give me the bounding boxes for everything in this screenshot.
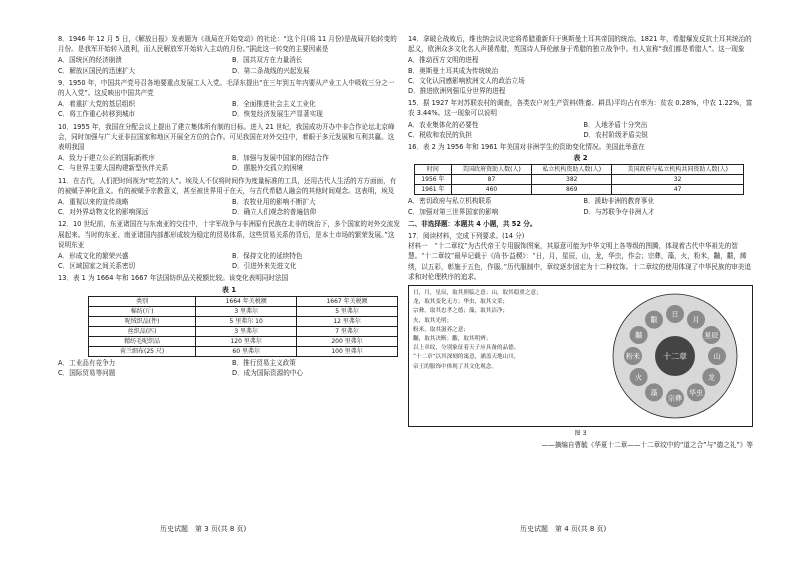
table-cell: 869 — [532, 185, 612, 195]
option: B．国共双方在力量消长 — [232, 56, 303, 65]
table-cell: 3 里弗尔 — [196, 326, 297, 336]
table-cell: 47 — [612, 185, 744, 195]
table-row — [89, 306, 398, 316]
table-cell: 7 里弗尔 — [297, 326, 398, 336]
table-cell: 5 里弗尔 — [297, 306, 398, 316]
question-stem: 15．据 1927 年对苏联农村的调查，各类农户对生产资料(牲畜、耕具)平均占有率为：贫农 0.28%，中农 1.22%，富农 3.44%。这一现象可以说明 — [408, 99, 753, 118]
question-9 — [58, 78, 400, 120]
page-footer-right: 历史试题 第 4 页(共 8 页) — [520, 525, 607, 533]
table-row — [89, 346, 398, 356]
table-row — [89, 336, 398, 346]
material-text: 材料一 “十二章纹”为古代帝王专用服饰图案，其原意可能为中华文明上各等级的图腾，体现着古代中华祖先的智慧。“十二章纹”最早记载于《尚书·益稷》：“日，月，星辰，山，龙，华虫，作会；宗彝，藻，火，粉米，黼，黻，絺绣，以五彩，彰施于五色，作服。”历代服制中，章纹逐步固定为十二种纹饰。十二章纹的使用体现了中华民族的审美追求和对伦理秩序的追求。 — [408, 242, 751, 281]
question-15 — [408, 98, 753, 140]
table-header-cell: 美国政府资助人数(人) — [451, 165, 531, 175]
figure-caption: 图 3 — [574, 430, 587, 438]
emblem-label: 龙 — [707, 373, 715, 382]
figure-line: 火，取其光明； — [413, 317, 453, 324]
option: A．国统区的经济崩溃 — [58, 56, 122, 65]
table-cell: 荷兰细布(25 尺) — [89, 346, 196, 356]
question-stem: 12．10 世纪前，东亚诸国在与东南亚的交往中，十字军战争与非洲原有民族在北非的统治下，多个国家的对外交流发展起来。当时的东亚、南亚诸国内部都形成较为稳定的贸易体系，这些贸易关系的背后，是本土市场的繁荣发展。”这说明东亚 — [58, 220, 400, 249]
table-header-cell: 类别 — [89, 296, 196, 306]
option: D．第二条战线的兴起发展 — [232, 66, 310, 75]
question-stem: 9．1950 年，中国共产党号召各地要重点发展工人入党。毛泽东提出“在三年到五年内要从产业工人中吸收三分之一的人入党”。这反映出中国共产党 — [58, 78, 395, 98]
figure-line: 黼，取其决断；黻，取其明辨； — [413, 336, 492, 343]
tariff-table — [88, 296, 398, 357]
table-cell: 精纺毛呢织品 — [89, 336, 196, 346]
emblem-label: 宗彝 — [668, 394, 682, 403]
option: D．引进外来先进文化 — [232, 262, 297, 271]
question-11 — [58, 176, 400, 218]
emblem-label: 黼 — [635, 331, 643, 340]
table-row — [415, 175, 744, 185]
emblem-label: 山 — [713, 352, 721, 361]
option: B．人地矛盾十分突出 — [583, 120, 648, 129]
question-stem: 10．1955 年，我国在分配会议上提出了建立集体所有制的目标。进入 21 世纪，我国成功开办中非合作论坛北京峰会，同时加强与广大亚非拉国家和地区开展全方位的合作。可见我国在对外交往中，着眼于多元发展和互利共赢。这表明我国 — [58, 122, 395, 152]
option: A．工业品有竞争力 — [58, 358, 116, 367]
section-heading: 二、非选择题：本题共 4 小题，共 52 分。 — [408, 219, 537, 228]
table-header-row — [89, 296, 398, 306]
question-10 — [58, 122, 400, 174]
table-row — [89, 326, 398, 336]
figure-3 — [408, 285, 753, 427]
source-citation: ——摘编自曹毓《华夏十二章——十二章纹中的“道之合”与“德之礼”》等 — [541, 441, 753, 450]
option: C．与世界主要大国构建新型伙伴关系 — [58, 164, 169, 173]
question-stem: 14．拿破仑战败后，维也纳会议决定将希腊重新归于奥斯曼土耳其帝国的统治。1821 年，希腊爆发反抗土耳其统治的起义，欧洲众多文化名人声援希腊，英国诗人拜伦献身于希腊的独立战争中。有人宣称“我们都是希腊人”。这一现象 — [408, 35, 752, 54]
emblem-label: 火 — [635, 373, 643, 382]
question-stem: 16．表 2 为 1956 年和 1961 年美国对非洲学生的资助变化情况。美国此举意在 — [408, 143, 645, 152]
table-cell: 1956 年 — [415, 175, 452, 185]
option: A．密切政府与私立机构联系 — [408, 197, 492, 206]
table-header-cell: 私立机构资助人数(人) — [532, 165, 612, 175]
question-stem: 8．1946 年 12 月 5 日，《解放日报》发表题为《战局在开始变动》的社论：“这个月(将 11 月份)是战局开始转变的月份。是我军开始转入胜利，而人民解放军开始转入主动的月份。”据此这一转变的主要因素是 — [58, 35, 397, 54]
student-aid-table — [414, 164, 744, 195]
figure-line: 宗彝，取其忠孝之德；藻，取其洁净； — [413, 308, 509, 315]
option: C．区域国家之间关系密切 — [58, 262, 136, 271]
table-header-cell: 时间 — [415, 165, 452, 175]
table-title: 表 1 — [221, 285, 237, 294]
question-12 — [58, 219, 400, 271]
table-cell: 460 — [451, 185, 531, 195]
question-stem: 11．在古代，人们把时间视为“吃苦的人”。埃及人不仅将时间作为度量标准的工具，还用古代人生活的方方面面，有的被赋予神化意义。有的被赋予宗教意义，甚至被世界用于在天，与古代希腊人融会的其他时间观念。这表明，埃及 — [58, 176, 397, 195]
question-stem: 13．表 1 为 1664 年和 1667 年法国纺织品关税额比较。该变化表明同时法国 — [58, 274, 289, 283]
table-cell: 32 — [612, 175, 744, 185]
table-cell: 200 里弗尔 — [297, 336, 398, 346]
option: B．全面推进社会主义工业化 — [232, 100, 316, 109]
figure-line: 以上章纹，分别象征着天子应具备的品德。 — [413, 345, 520, 352]
table-cell: 3 里弗尔 — [196, 306, 297, 316]
option: C．解放区国民的迅速扩大 — [58, 66, 136, 75]
option: B．援助非洲的教育事业 — [583, 197, 654, 206]
figure-line: 龙，取其变化无方；华虫，取其文采； — [413, 299, 509, 306]
option: A．推动西方文明的进程 — [408, 56, 479, 65]
table-cell: 60 里弗尔 — [196, 346, 297, 356]
figure-line: 粉米，取其滋养之意； — [413, 326, 469, 333]
table-cell: 5 里弗尔 10 — [196, 316, 297, 326]
table-row — [415, 185, 744, 195]
left-page — [58, 34, 400, 380]
option: D．成为国际资源的中心 — [232, 369, 304, 378]
option: D．确立人们观念的普遍信仰 — [232, 208, 317, 217]
option: B．农牧业用的影响不断扩大 — [232, 198, 316, 207]
option: D．与苏联争夺非洲人才 — [583, 207, 655, 216]
figure-line: “十二章”以其深刻的寓意，涵盖天地山川， — [413, 354, 520, 361]
option: C．加强对第三世界国家的影响 — [408, 207, 499, 216]
option: B．奥斯曼土耳其成为传统统治 — [408, 66, 499, 75]
emblem-label: 华虫 — [689, 388, 703, 397]
twelve-emblems-image — [605, 292, 745, 420]
table-cell: 丝织品(匹) — [89, 326, 196, 336]
table-header-cell: 1664 年关税额 — [196, 296, 297, 306]
table-cell: 87 — [451, 175, 531, 185]
question-16 — [408, 142, 753, 217]
svg-text:十二章: 十二章 — [663, 352, 687, 362]
option: D．恢复经济发展生产显著实现 — [232, 110, 323, 119]
option: A．致力于建立公正的国际新秩序 — [58, 154, 155, 163]
question-8 — [58, 34, 400, 76]
emblem-label: 黻 — [650, 316, 658, 325]
option: D．推进欧洲列强瓜分世界的进程 — [408, 87, 506, 96]
question-17 — [408, 231, 753, 450]
option: B．保持文化的延续特色 — [232, 252, 303, 261]
table-title: 表 2 — [573, 154, 588, 163]
option: C．文化认同感影响欧洲文人的政治立场 — [408, 76, 525, 85]
option: C．国际贸易等问题 — [58, 369, 116, 378]
emblem-label: 粉米 — [626, 352, 640, 361]
option: B．推行贸易主义政策 — [232, 358, 296, 367]
option: A．农业集体化的必要性 — [408, 120, 479, 129]
table-cell: 棉纺(斤) — [89, 306, 196, 316]
emblem-label: 星辰 — [704, 331, 719, 340]
table-header-row — [415, 165, 744, 175]
emblem-label: 月 — [692, 316, 700, 325]
table-cell: 382 — [532, 175, 612, 185]
option: A．重视以来的宣传战略 — [58, 198, 129, 207]
option: C．将工作重心转移到城市 — [58, 110, 136, 119]
table-cell: 100 里弗尔 — [297, 346, 398, 356]
table-header-cell: 1667 年关税额 — [297, 296, 398, 306]
table-cell: 12 里弗尔 — [297, 316, 398, 326]
question-14 — [408, 34, 753, 96]
figure-line: 日，月，星辰，取其照临之意；山，取其稳重之意； — [413, 290, 542, 297]
figure-text — [413, 289, 591, 372]
option: C．税收和农民的负担 — [408, 130, 472, 139]
option: B．加强与发展中国家的团结合作 — [232, 154, 329, 163]
option: D．农村阶级矛盾尖锐 — [583, 130, 648, 139]
emblem-label: 日 — [671, 310, 679, 319]
table-cell: 120 里弗尔 — [196, 336, 297, 346]
table-cell: 呢绒织品(件) — [89, 316, 196, 326]
option: A．形成文化的繁荣兴盛 — [58, 252, 129, 261]
option: D．摆脱外交孤立的困境 — [232, 164, 304, 173]
question-13 — [58, 273, 400, 378]
page-footer-left: 历史试题 第 3 页(共 8 页) — [160, 525, 247, 533]
figure-line: 帝王的服饰中体现了其文化观念。 — [413, 363, 497, 370]
table-header-cell: 美国政府与私立机构共同资助人数(人) — [612, 165, 744, 175]
table-cell: 1961 年 — [415, 185, 452, 195]
question-stem: 17．阅读材料，完成下列要求。(14 分) — [408, 232, 525, 241]
right-page — [408, 34, 753, 451]
emblem-label: 藻 — [650, 388, 658, 397]
option: C．对外界动物文化的影响深远 — [58, 208, 149, 217]
option: A．着重扩大党的基层组织 — [58, 100, 136, 109]
table-row — [89, 316, 398, 326]
